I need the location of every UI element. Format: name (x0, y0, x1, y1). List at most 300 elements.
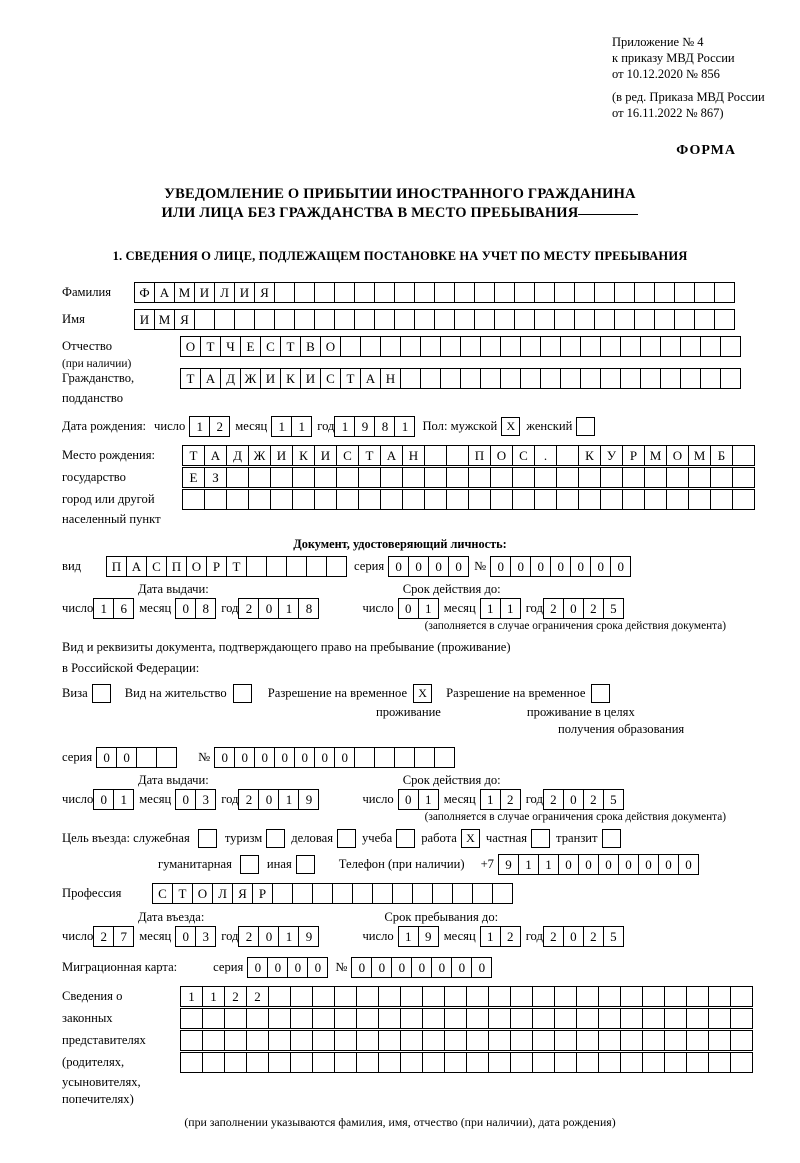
char-cell[interactable] (686, 1030, 709, 1051)
char-cell[interactable]: И (270, 445, 293, 466)
char-cell[interactable] (466, 1008, 489, 1029)
char-cell[interactable] (202, 1052, 225, 1073)
char-cell[interactable]: И (234, 282, 255, 303)
char-cell[interactable]: . (534, 445, 557, 466)
char-cell[interactable] (732, 467, 755, 488)
char-cell[interactable]: С (320, 368, 341, 389)
char-cell[interactable] (292, 883, 313, 904)
char-cell[interactable] (254, 309, 275, 330)
perm-valid-day-input[interactable] (398, 789, 438, 810)
char-cell[interactable] (248, 489, 271, 510)
char-cell[interactable]: Л (214, 282, 235, 303)
purpose-private-checkbox[interactable] (531, 829, 550, 848)
char-cell[interactable] (452, 883, 473, 904)
char-cell[interactable] (708, 1030, 731, 1051)
purpose-service-checkbox[interactable] (198, 829, 217, 848)
char-cell[interactable] (340, 336, 361, 357)
char-cell[interactable] (654, 282, 675, 303)
char-cell[interactable] (286, 556, 307, 577)
birthplace-state-input[interactable] (182, 445, 754, 466)
char-cell[interactable]: 0 (258, 789, 279, 810)
char-cell[interactable] (326, 556, 347, 577)
char-cell[interactable] (474, 309, 495, 330)
residence-checkbox[interactable] (233, 684, 252, 703)
char-cell[interactable]: К (280, 368, 301, 389)
char-cell[interactable] (532, 986, 555, 1007)
char-cell[interactable]: Р (252, 883, 273, 904)
char-cell[interactable]: 3 (195, 789, 216, 810)
char-cell[interactable] (414, 282, 435, 303)
char-cell[interactable]: Ж (248, 445, 271, 466)
char-cell[interactable]: О (192, 883, 213, 904)
purpose-other-checkbox[interactable] (296, 855, 315, 874)
char-cell[interactable]: Б (710, 445, 733, 466)
char-cell[interactable]: Л (212, 883, 233, 904)
char-cell[interactable] (204, 489, 227, 510)
name-input[interactable] (134, 309, 734, 330)
char-cell[interactable]: 0 (530, 556, 551, 577)
char-cell[interactable] (720, 336, 741, 357)
char-cell[interactable]: 2 (500, 926, 521, 947)
char-cell[interactable]: 0 (610, 556, 631, 577)
char-cell[interactable]: 5 (603, 789, 624, 810)
legal-rep-input-3[interactable] (180, 1030, 752, 1051)
char-cell[interactable] (614, 282, 635, 303)
char-cell[interactable]: 1 (480, 926, 501, 947)
char-cell[interactable] (334, 986, 357, 1007)
char-cell[interactable]: 6 (113, 598, 134, 619)
char-cell[interactable]: А (126, 556, 147, 577)
char-cell[interactable] (414, 747, 435, 768)
char-cell[interactable] (580, 336, 601, 357)
char-cell[interactable] (400, 368, 421, 389)
edu-residence-checkbox[interactable] (591, 684, 610, 703)
char-cell[interactable] (454, 282, 475, 303)
char-cell[interactable]: 0 (254, 747, 275, 768)
char-cell[interactable]: 1 (202, 986, 225, 1007)
char-cell[interactable] (510, 1052, 533, 1073)
migration-series-input[interactable] (247, 957, 327, 978)
char-cell[interactable]: 0 (351, 957, 372, 978)
char-cell[interactable]: Д (220, 368, 241, 389)
char-cell[interactable] (290, 1030, 313, 1051)
char-cell[interactable] (424, 445, 447, 466)
char-cell[interactable]: 5 (603, 598, 624, 619)
char-cell[interactable]: 2 (583, 789, 604, 810)
char-cell[interactable] (444, 1008, 467, 1029)
char-cell[interactable]: 8 (298, 598, 319, 619)
char-cell[interactable] (714, 309, 735, 330)
perm-valid-month-input[interactable] (480, 789, 520, 810)
char-cell[interactable]: С (260, 336, 281, 357)
char-cell[interactable]: С (146, 556, 167, 577)
char-cell[interactable] (274, 282, 295, 303)
char-cell[interactable]: Т (172, 883, 193, 904)
char-cell[interactable] (446, 467, 469, 488)
entry-day-input[interactable] (93, 926, 133, 947)
char-cell[interactable] (594, 309, 615, 330)
temp-residence-checkbox[interactable]: X (413, 684, 432, 703)
char-cell[interactable] (532, 1030, 555, 1051)
char-cell[interactable] (414, 309, 435, 330)
char-cell[interactable] (356, 986, 379, 1007)
char-cell[interactable]: 1 (418, 598, 439, 619)
char-cell[interactable] (674, 282, 695, 303)
char-cell[interactable] (214, 309, 235, 330)
char-cell[interactable] (466, 1052, 489, 1073)
char-cell[interactable]: 2 (93, 926, 114, 947)
char-cell[interactable]: 9 (418, 926, 439, 947)
char-cell[interactable]: 0 (258, 598, 279, 619)
char-cell[interactable] (532, 1008, 555, 1029)
char-cell[interactable] (480, 336, 501, 357)
char-cell[interactable]: 0 (175, 789, 196, 810)
legal-rep-input-4[interactable] (180, 1052, 752, 1073)
char-cell[interactable] (634, 309, 655, 330)
doc-issue-day-input[interactable] (93, 598, 133, 619)
char-cell[interactable] (514, 309, 535, 330)
stay-day-input[interactable] (398, 926, 438, 947)
birthplace-city-input[interactable] (182, 467, 754, 488)
char-cell[interactable]: 1 (334, 416, 355, 437)
char-cell[interactable] (226, 467, 249, 488)
char-cell[interactable] (292, 489, 315, 510)
char-cell[interactable] (576, 1008, 599, 1029)
char-cell[interactable]: Я (254, 282, 275, 303)
char-cell[interactable]: 0 (428, 556, 449, 577)
perm-issue-day-input[interactable] (93, 789, 133, 810)
char-cell[interactable]: 1 (278, 598, 299, 619)
birth-year-input[interactable] (334, 416, 414, 437)
char-cell[interactable] (560, 368, 581, 389)
char-cell[interactable] (688, 467, 711, 488)
char-cell[interactable] (422, 1030, 445, 1051)
char-cell[interactable] (394, 747, 415, 768)
char-cell[interactable]: 0 (550, 556, 571, 577)
char-cell[interactable]: К (292, 445, 315, 466)
sex-female-checkbox[interactable] (576, 417, 595, 436)
char-cell[interactable]: М (644, 445, 667, 466)
char-cell[interactable]: 0 (570, 556, 591, 577)
char-cell[interactable] (420, 336, 441, 357)
char-cell[interactable]: 1 (538, 854, 559, 875)
char-cell[interactable] (540, 368, 561, 389)
char-cell[interactable]: 1 (500, 598, 521, 619)
char-cell[interactable]: 1 (291, 416, 312, 437)
char-cell[interactable] (180, 1030, 203, 1051)
char-cell[interactable]: 2 (583, 598, 604, 619)
char-cell[interactable]: П (468, 445, 491, 466)
char-cell[interactable] (520, 336, 541, 357)
char-cell[interactable] (554, 309, 575, 330)
char-cell[interactable]: Р (206, 556, 227, 577)
char-cell[interactable] (356, 1030, 379, 1051)
perm-issue-month-input[interactable] (175, 789, 215, 810)
char-cell[interactable]: И (314, 445, 337, 466)
char-cell[interactable] (246, 1030, 269, 1051)
char-cell[interactable] (460, 368, 481, 389)
doc-number-input[interactable] (490, 556, 630, 577)
char-cell[interactable]: 0 (658, 854, 679, 875)
char-cell[interactable]: М (174, 282, 195, 303)
char-cell[interactable] (194, 309, 215, 330)
char-cell[interactable] (488, 986, 511, 1007)
char-cell[interactable] (556, 467, 579, 488)
char-cell[interactable] (380, 467, 403, 488)
char-cell[interactable]: 9 (354, 416, 375, 437)
char-cell[interactable] (578, 489, 601, 510)
char-cell[interactable] (664, 986, 687, 1007)
char-cell[interactable]: 1 (180, 986, 203, 1007)
char-cell[interactable]: 1 (418, 789, 439, 810)
char-cell[interactable] (494, 309, 515, 330)
char-cell[interactable] (554, 986, 577, 1007)
char-cell[interactable] (224, 1030, 247, 1051)
char-cell[interactable] (400, 1030, 423, 1051)
char-cell[interactable] (660, 336, 681, 357)
char-cell[interactable]: 2 (543, 598, 564, 619)
char-cell[interactable] (500, 368, 521, 389)
doc-valid-year-input[interactable] (543, 598, 623, 619)
purpose-study-checkbox[interactable] (396, 829, 415, 848)
char-cell[interactable] (424, 467, 447, 488)
char-cell[interactable] (400, 986, 423, 1007)
char-cell[interactable] (290, 1052, 313, 1073)
perm-number-input[interactable] (214, 747, 454, 768)
char-cell[interactable] (358, 489, 381, 510)
char-cell[interactable]: О (180, 336, 201, 357)
char-cell[interactable]: 2 (500, 789, 521, 810)
char-cell[interactable] (270, 489, 293, 510)
char-cell[interactable] (374, 282, 395, 303)
char-cell[interactable]: Ч (220, 336, 241, 357)
char-cell[interactable]: 7 (113, 926, 134, 947)
char-cell[interactable] (664, 1030, 687, 1051)
char-cell[interactable] (600, 336, 621, 357)
char-cell[interactable] (600, 368, 621, 389)
char-cell[interactable]: Е (240, 336, 261, 357)
char-cell[interactable] (490, 467, 513, 488)
char-cell[interactable] (730, 1030, 753, 1051)
char-cell[interactable] (686, 1052, 709, 1073)
char-cell[interactable]: О (490, 445, 513, 466)
char-cell[interactable] (554, 282, 575, 303)
perm-series-input[interactable] (96, 747, 176, 768)
char-cell[interactable] (644, 489, 667, 510)
char-cell[interactable]: 0 (431, 957, 452, 978)
char-cell[interactable] (266, 556, 287, 577)
char-cell[interactable] (714, 282, 735, 303)
char-cell[interactable]: 2 (224, 986, 247, 1007)
char-cell[interactable] (534, 489, 557, 510)
migration-number-input[interactable] (351, 957, 491, 978)
char-cell[interactable] (640, 368, 661, 389)
stay-year-input[interactable] (543, 926, 623, 947)
char-cell[interactable]: 0 (678, 854, 699, 875)
char-cell[interactable]: 0 (314, 747, 335, 768)
char-cell[interactable] (490, 489, 513, 510)
char-cell[interactable] (512, 489, 535, 510)
char-cell[interactable]: И (134, 309, 155, 330)
char-cell[interactable] (312, 1052, 335, 1073)
visa-checkbox[interactable] (92, 684, 111, 703)
char-cell[interactable] (600, 467, 623, 488)
char-cell[interactable] (422, 1008, 445, 1029)
char-cell[interactable] (622, 467, 645, 488)
char-cell[interactable]: 2 (209, 416, 230, 437)
char-cell[interactable]: 2 (238, 789, 259, 810)
char-cell[interactable]: С (152, 883, 173, 904)
char-cell[interactable] (290, 986, 313, 1007)
entry-month-input[interactable] (175, 926, 215, 947)
char-cell[interactable]: В (300, 336, 321, 357)
char-cell[interactable] (620, 1052, 643, 1073)
char-cell[interactable]: Т (358, 445, 381, 466)
char-cell[interactable] (732, 489, 755, 510)
char-cell[interactable] (422, 986, 445, 1007)
char-cell[interactable] (374, 309, 395, 330)
char-cell[interactable]: 2 (583, 926, 604, 947)
char-cell[interactable] (664, 1008, 687, 1029)
char-cell[interactable] (710, 467, 733, 488)
char-cell[interactable] (622, 489, 645, 510)
char-cell[interactable] (202, 1030, 225, 1051)
char-cell[interactable] (642, 986, 665, 1007)
surname-input[interactable] (134, 282, 734, 303)
purpose-humanitarian-checkbox[interactable] (240, 855, 259, 874)
char-cell[interactable] (334, 309, 355, 330)
char-cell[interactable] (248, 467, 271, 488)
char-cell[interactable] (598, 986, 621, 1007)
char-cell[interactable] (332, 883, 353, 904)
char-cell[interactable]: 0 (590, 556, 611, 577)
char-cell[interactable]: 1 (113, 789, 134, 810)
char-cell[interactable] (354, 747, 375, 768)
char-cell[interactable] (688, 489, 711, 510)
char-cell[interactable]: 8 (195, 598, 216, 619)
doc-series-input[interactable] (388, 556, 468, 577)
char-cell[interactable] (556, 489, 579, 510)
char-cell[interactable]: О (320, 336, 341, 357)
char-cell[interactable]: 0 (638, 854, 659, 875)
char-cell[interactable]: 0 (510, 556, 531, 577)
char-cell[interactable] (268, 986, 291, 1007)
char-cell[interactable]: О (666, 445, 689, 466)
char-cell[interactable]: И (300, 368, 321, 389)
char-cell[interactable]: 0 (388, 556, 409, 577)
char-cell[interactable] (642, 1030, 665, 1051)
char-cell[interactable]: 2 (246, 986, 269, 1007)
char-cell[interactable] (680, 336, 701, 357)
char-cell[interactable] (306, 556, 327, 577)
sex-male-checkbox[interactable]: X (501, 417, 520, 436)
char-cell[interactable] (440, 368, 461, 389)
char-cell[interactable] (468, 467, 491, 488)
doc-issue-month-input[interactable] (175, 598, 215, 619)
legal-rep-input-1[interactable] (180, 986, 752, 1007)
char-cell[interactable]: 0 (247, 957, 268, 978)
char-cell[interactable]: Я (174, 309, 195, 330)
char-cell[interactable] (594, 282, 615, 303)
char-cell[interactable]: 0 (371, 957, 392, 978)
char-cell[interactable] (336, 467, 359, 488)
char-cell[interactable] (578, 467, 601, 488)
char-cell[interactable]: 2 (238, 926, 259, 947)
char-cell[interactable] (510, 1030, 533, 1051)
patronymic-input[interactable] (180, 336, 740, 357)
char-cell[interactable]: З (204, 467, 227, 488)
char-cell[interactable] (720, 368, 741, 389)
char-cell[interactable]: П (166, 556, 187, 577)
char-cell[interactable]: Д (226, 445, 249, 466)
char-cell[interactable] (440, 336, 461, 357)
char-cell[interactable] (730, 1052, 753, 1073)
char-cell[interactable] (180, 1008, 203, 1029)
char-cell[interactable] (202, 1008, 225, 1029)
char-cell[interactable] (488, 1008, 511, 1029)
char-cell[interactable] (540, 336, 561, 357)
char-cell[interactable] (460, 336, 481, 357)
char-cell[interactable] (360, 336, 381, 357)
char-cell[interactable] (314, 309, 335, 330)
char-cell[interactable] (224, 1008, 247, 1029)
char-cell[interactable] (424, 489, 447, 510)
char-cell[interactable]: 1 (394, 416, 415, 437)
char-cell[interactable] (488, 1030, 511, 1051)
char-cell[interactable]: 0 (618, 854, 639, 875)
char-cell[interactable]: 1 (480, 789, 501, 810)
char-cell[interactable] (600, 489, 623, 510)
char-cell[interactable] (708, 1008, 731, 1029)
char-cell[interactable] (514, 282, 535, 303)
char-cell[interactable] (402, 467, 425, 488)
char-cell[interactable] (634, 282, 655, 303)
char-cell[interactable]: Ж (240, 368, 261, 389)
char-cell[interactable]: Н (402, 445, 425, 466)
char-cell[interactable]: Р (622, 445, 645, 466)
char-cell[interactable] (374, 747, 395, 768)
char-cell[interactable] (402, 489, 425, 510)
char-cell[interactable] (666, 489, 689, 510)
char-cell[interactable]: 2 (543, 926, 564, 947)
purpose-tourism-checkbox[interactable] (266, 829, 285, 848)
birth-month-input[interactable] (271, 416, 311, 437)
char-cell[interactable]: Ф (134, 282, 155, 303)
char-cell[interactable] (380, 336, 401, 357)
char-cell[interactable]: Т (182, 445, 205, 466)
char-cell[interactable]: 0 (598, 854, 619, 875)
char-cell[interactable] (468, 489, 491, 510)
char-cell[interactable] (640, 336, 661, 357)
char-cell[interactable] (466, 1030, 489, 1051)
char-cell[interactable]: 0 (234, 747, 255, 768)
char-cell[interactable] (378, 1052, 401, 1073)
char-cell[interactable] (312, 986, 335, 1007)
char-cell[interactable] (574, 282, 595, 303)
char-cell[interactable]: 0 (96, 747, 117, 768)
phone-input[interactable] (498, 854, 698, 875)
char-cell[interactable]: 1 (278, 926, 299, 947)
char-cell[interactable]: 0 (448, 556, 469, 577)
char-cell[interactable] (290, 1008, 313, 1029)
char-cell[interactable]: 0 (398, 598, 419, 619)
char-cell[interactable] (444, 1052, 467, 1073)
char-cell[interactable]: А (360, 368, 381, 389)
char-cell[interactable] (292, 467, 315, 488)
char-cell[interactable] (620, 336, 641, 357)
char-cell[interactable]: А (380, 445, 403, 466)
char-cell[interactable] (500, 336, 521, 357)
